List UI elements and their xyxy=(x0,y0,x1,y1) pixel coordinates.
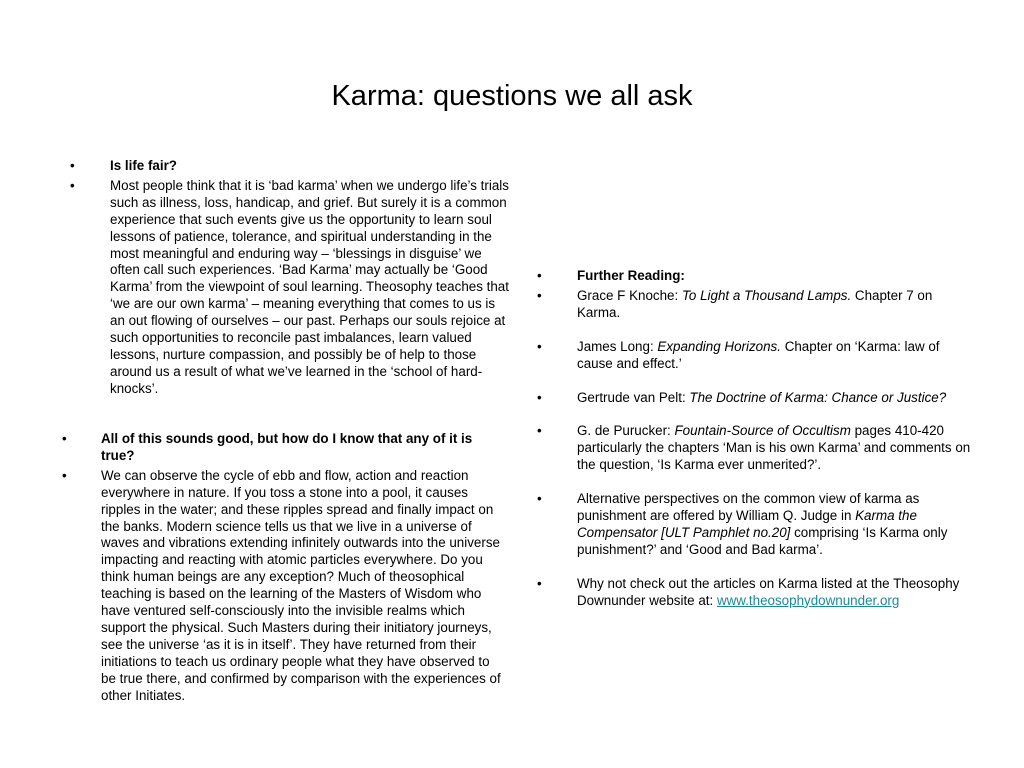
slide-title: Karma: questions we all ask xyxy=(331,80,693,112)
reading-author: Grace F Knoche: xyxy=(577,287,682,303)
section-how-know xyxy=(62,431,502,705)
bullet: • xyxy=(537,491,542,507)
bullet: • xyxy=(537,423,542,439)
list-item xyxy=(537,268,977,285)
reading-title: To Light a Thousand Lamps. xyxy=(681,287,852,303)
reading-item xyxy=(537,390,977,407)
bullet: • xyxy=(537,268,542,283)
list-item xyxy=(62,431,502,465)
reading-author: James Long: xyxy=(577,338,658,354)
section-body: Most people think that it is ‘bad karma’ when we undergo life’s trials such as illness, loss, handicap, and grief. But surely it is a common experience that such events give us the opportunity to learn soul lessons of patience, tolerance, and spiritual understanding in the most meaningful and enduring way – ‘blessings in disguise’ we often call such experiences. ‘Bad Karma’ may actually be ‘Good Karma’ from the viewpoint of soul learning. Theosophy teaches that ‘we are our own karma’ – meaning everything that comes to us is an out flowing of ourselves – our past. Perhaps our souls rejoice at such opportunities to reconcile past imbalances, learn valued lessons, nurture compassion, and possibly be of help to those around us a result of what we’ve learned in the ‘school of hard-knocks’. xyxy=(110,177,509,396)
bullet: • xyxy=(537,287,542,303)
bullet: • xyxy=(537,338,542,354)
reading-item xyxy=(537,491,977,559)
section-life-fair xyxy=(70,158,510,398)
reading-intro: Alternative perspectives on the common view of karma as punishment are offered by William Q. Judge in xyxy=(577,491,920,524)
reading-title: Fountain-Source of Occultism xyxy=(674,423,851,439)
section-heading: All of this sounds good, but how do I know that any of it is true? xyxy=(101,431,473,463)
reading-author: Gertrude van Pelt: xyxy=(577,389,690,405)
further-reading xyxy=(537,268,977,610)
reading-author: G. de Purucker: xyxy=(577,423,675,439)
list-item xyxy=(62,468,502,705)
bullet: • xyxy=(537,389,542,405)
section-heading: Is life fair? xyxy=(110,158,177,173)
bullet: • xyxy=(70,158,75,173)
bullet: • xyxy=(70,177,75,193)
reading-detail: comprising ‘Is Karma only punishment?’ and ‘Good and Bad karma’. xyxy=(577,524,948,557)
list-item xyxy=(70,178,510,398)
reading-detail: Chapter on ‘Karma: law of cause and effect.’ xyxy=(577,338,940,371)
reading-item xyxy=(537,339,977,373)
reading-item xyxy=(537,576,977,610)
reading-title: Expanding Horizons. xyxy=(657,338,781,354)
section-body: We can observe the cycle of ebb and flow, action and reaction everywhere in nature. If you toss a stone into a pool, it causes ripples in the water; and these ripples spread and finally impact on the banks. Modern science tells us that we live in a universe of waves and vibrations extending infinitely outwards into the universe impacting and reacting with atomic particles everywhere. Do you think human beings are any exception? Much of theosophical teaching is based on the learning of the Masters of Wisdom who have ventured self-consciously into the invisible realms which support the physical. Such Masters during their initiatory journeys, see the universe ‘as it is in itself’. They have returned from their initiations to teach us ordinary people what they have observed to be true there, and confirmed by comparison with the experiences of other Initiates. xyxy=(101,467,501,703)
bullet: • xyxy=(537,575,542,591)
bullet: • xyxy=(62,431,67,446)
reading-title: The Doctrine of Karma: Chance or Justice? xyxy=(689,389,947,405)
website-link[interactable]: www.theosophydownunder.org xyxy=(716,592,900,608)
reading-item xyxy=(537,288,977,322)
bullet: • xyxy=(62,467,67,483)
reading-item xyxy=(537,423,977,474)
reading-detail: Chapter 7 on Karma. xyxy=(577,287,933,320)
reading-intro: Why not check out the articles on Karma listed at the Theosophy Downunder website at: xyxy=(577,575,960,608)
list-item xyxy=(70,158,510,175)
reading-title: Karma the Compensator [ULT Pamphlet no.20] xyxy=(577,508,917,540)
reading-detail: pages 410-420 particularly the chapters ‘Man is his own Karma’ and comments on the question, ‘Is Karma ever unmerited?’. xyxy=(577,423,971,473)
further-reading-heading: Further Reading: xyxy=(577,268,685,283)
